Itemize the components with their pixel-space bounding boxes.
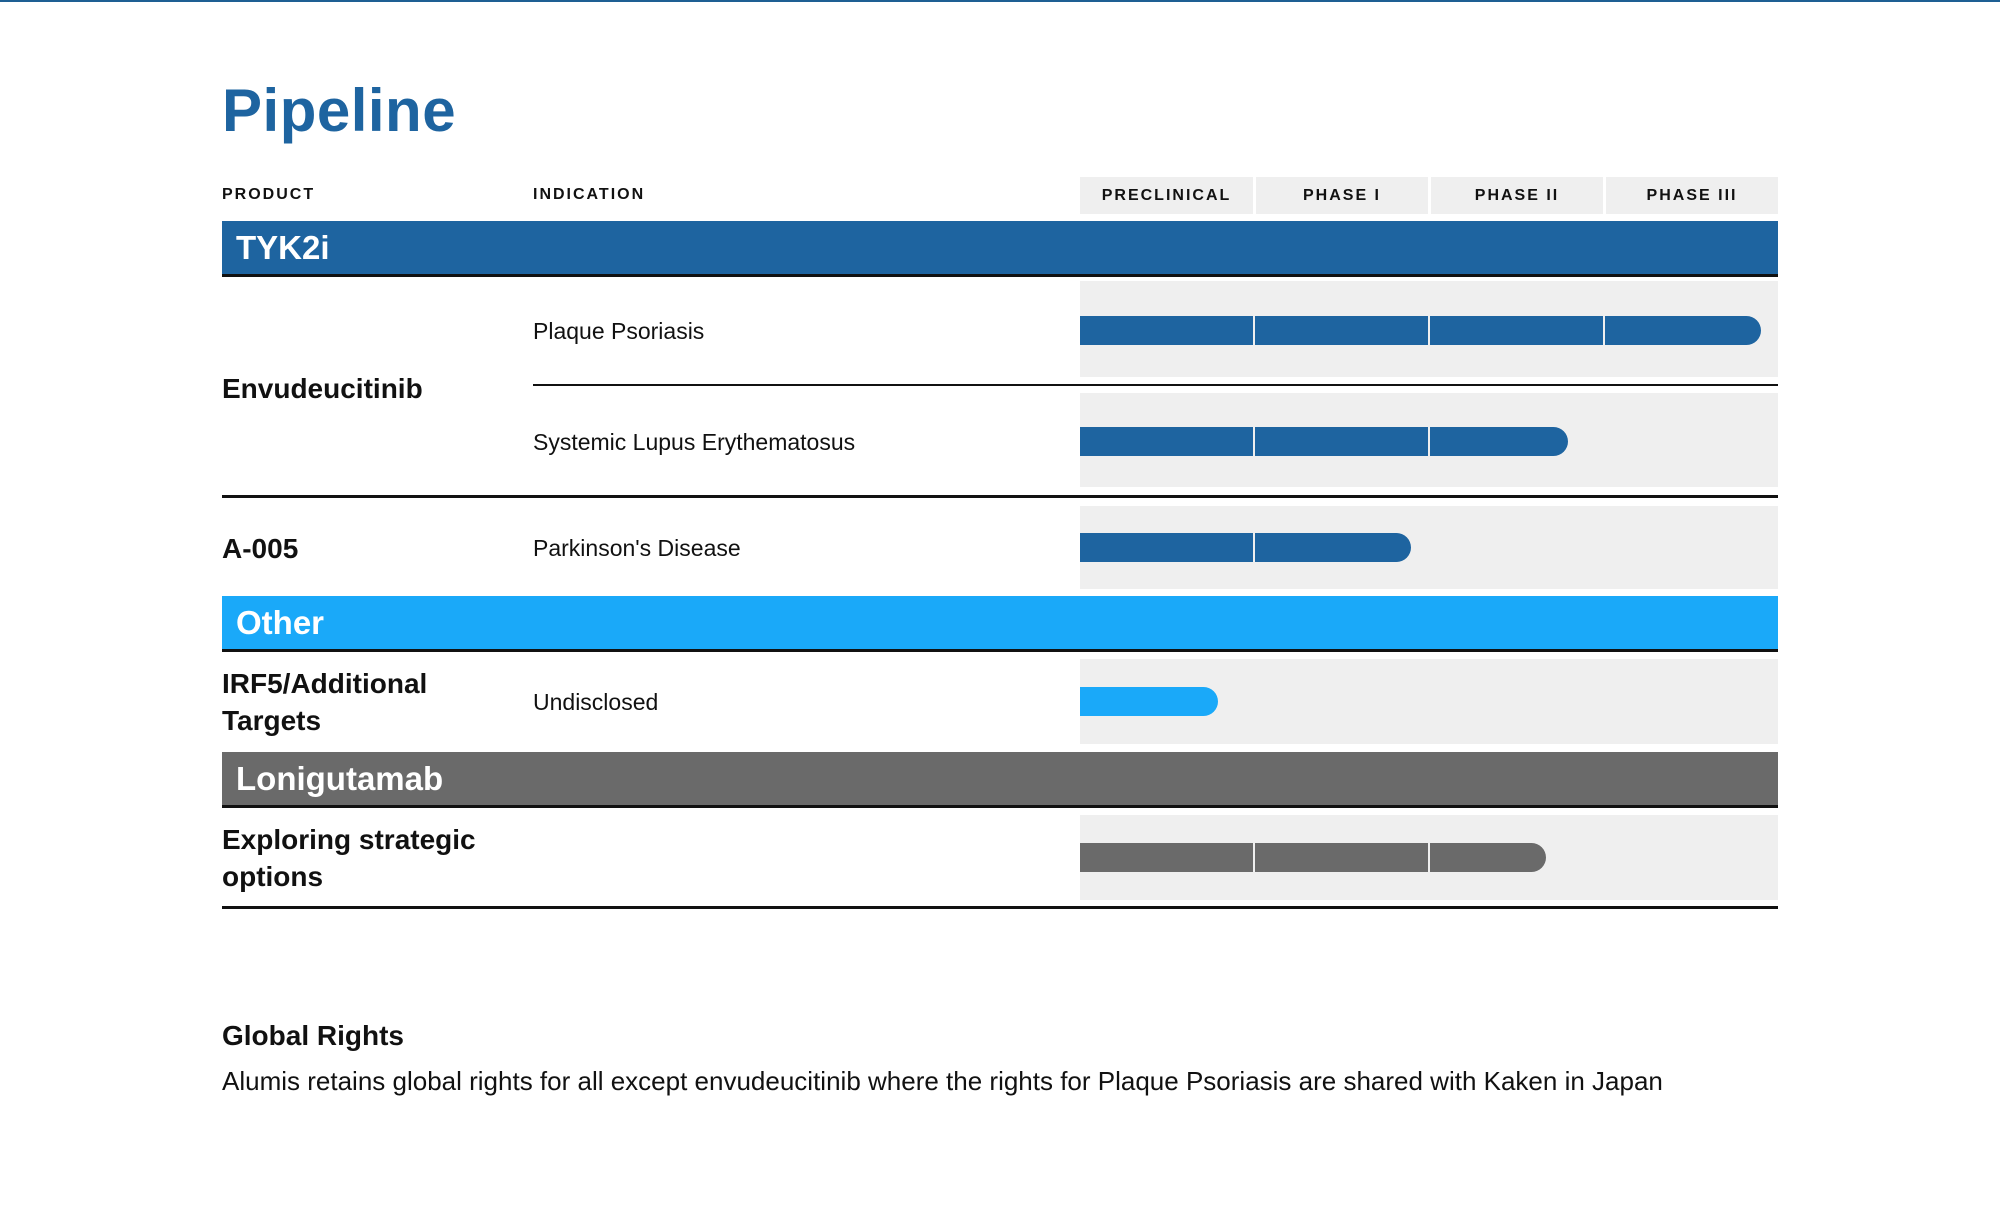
column-header-indication: INDICATION <box>533 186 646 203</box>
group-label-lonigutamab: Lonigutamab <box>236 760 444 797</box>
column-header-phase-3: PHASE III <box>1606 177 1778 214</box>
footer-text: Alumis retains global rights for all except envudeucitinib where the rights for Plaque Psoriasis are shared with Kaken in Japan <box>222 1066 1663 1096</box>
group-band-tyk2i <box>222 221 1778 275</box>
row-divider <box>533 384 1778 386</box>
group-divider-tyk2i <box>222 274 1778 277</box>
product-irf5: IRF5/Additional Targets <box>222 668 428 736</box>
indication-undisclosed: Undisclosed <box>533 689 659 715</box>
progress-segment <box>1605 316 1761 345</box>
progress-segment <box>1255 843 1428 872</box>
group-divider-other <box>222 649 1778 652</box>
indication-parkinsons: Parkinson's Disease <box>533 535 741 561</box>
progress-segment <box>1080 687 1218 716</box>
table-bottom-rule <box>222 906 1778 909</box>
footer-title: Global Rights <box>222 1020 404 1051</box>
progress-segment <box>1255 316 1428 345</box>
indication-plaque-psoriasis: Plaque Psoriasis <box>533 318 705 344</box>
progress-segment <box>1430 316 1603 345</box>
indication-sle: Systemic Lupus Erythematosus <box>533 429 856 455</box>
progress-segment <box>1080 843 1253 872</box>
progress-segment <box>1080 316 1253 345</box>
column-header-preclinical: PRECLINICAL <box>1080 177 1253 214</box>
column-header-phase-2: PHASE II <box>1431 177 1603 214</box>
progress-segment <box>1080 533 1253 562</box>
group-label-other: Other <box>236 604 325 641</box>
row-divider <box>222 495 1778 498</box>
product-a-005: A-005 <box>222 533 299 564</box>
group-band-other <box>222 596 1778 650</box>
product-exploring-strategic-options: Exploring strategic options <box>222 824 476 892</box>
top-accent-line <box>0 0 2000 2</box>
progress-segment <box>1430 427 1568 456</box>
page-title: Pipeline <box>222 77 457 144</box>
group-divider-lonigutamab <box>222 805 1778 808</box>
column-header-product: PRODUCT <box>222 186 316 203</box>
progress-segment <box>1255 427 1428 456</box>
group-band-lonigutamab <box>222 752 1778 806</box>
group-label-tyk2i: TYK2i <box>236 229 330 266</box>
progress-segment <box>1080 427 1253 456</box>
column-header-phase-1: PHASE I <box>1256 177 1428 214</box>
progress-segment <box>1430 843 1546 872</box>
product-envudeucitinib: Envudeucitinib <box>222 373 423 404</box>
progress-segment <box>1255 533 1411 562</box>
